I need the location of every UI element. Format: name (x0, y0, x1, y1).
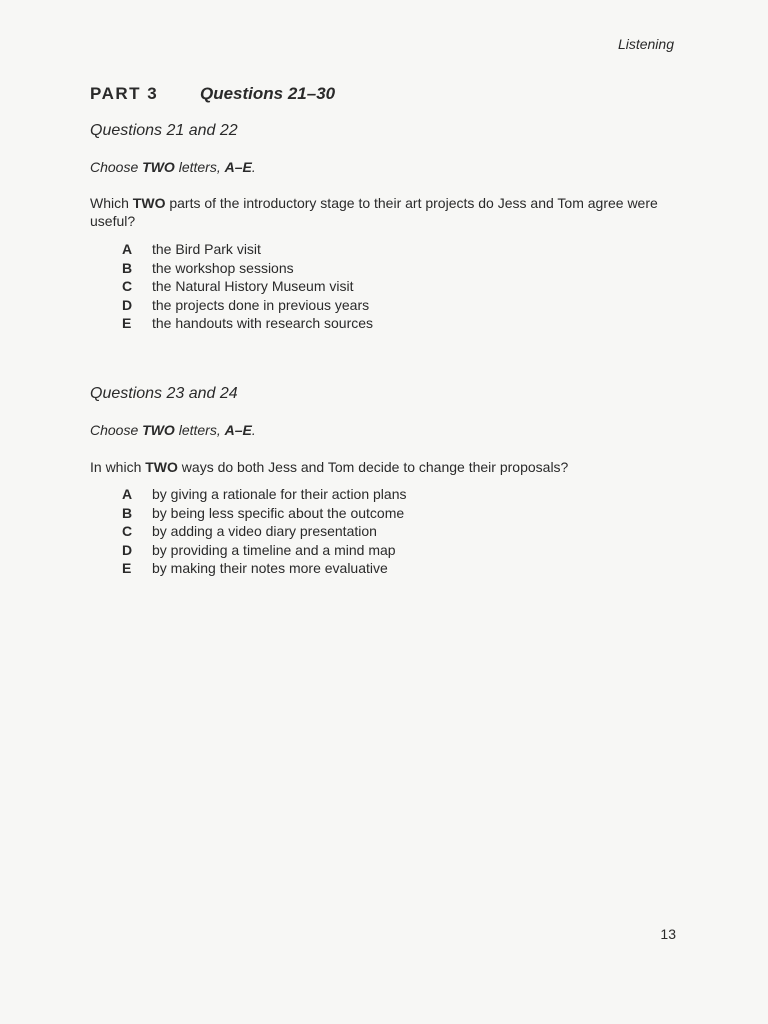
part-heading (90, 84, 335, 104)
option-c: C the Natural History Museum visit (122, 278, 354, 294)
question-group-23-24 (90, 385, 690, 403)
page-number: 13 (660, 926, 676, 942)
instruction-21-22: Choose TWO letters, A–E. (90, 159, 256, 175)
question-group-heading: Questions 21 and 22 (90, 122, 238, 139)
section-label: Listening (617, 36, 674, 52)
option-b: B the workshop sessions (122, 259, 294, 276)
option-d: D by providing a timeline and a mind map (122, 541, 396, 558)
question-stem-23-24: In which TWO ways do both Jess and Tom decide to change their proposals? (90, 459, 569, 475)
options-23-24 (90, 485, 690, 578)
option-e: E the handouts with research sources (122, 315, 374, 331)
option-b: B by being less specific about the outcome (122, 504, 405, 521)
question-group-21-22 (90, 122, 690, 140)
option-a: A the Bird Park visit (122, 241, 261, 257)
options-21-22 (90, 240, 690, 333)
option-d: D the projects done in previous years (122, 296, 370, 313)
option-c: C by adding a video diary presentation (122, 523, 377, 539)
option-e: E by making their notes more evaluative (122, 560, 388, 576)
question-stem-21-22: Which TWO parts of the introductory stage to their art projects do Jess and Tom agree were useful? (90, 195, 658, 229)
part-label: PART 3 (90, 84, 159, 103)
instruction-23-24: Choose TWO letters, A–E. (90, 422, 256, 438)
option-a: A by giving a rationale for their action plans (122, 486, 407, 502)
question-group-heading: Questions 23 and 24 (90, 385, 238, 402)
part-question-range: Questions 21–30 (200, 84, 336, 103)
